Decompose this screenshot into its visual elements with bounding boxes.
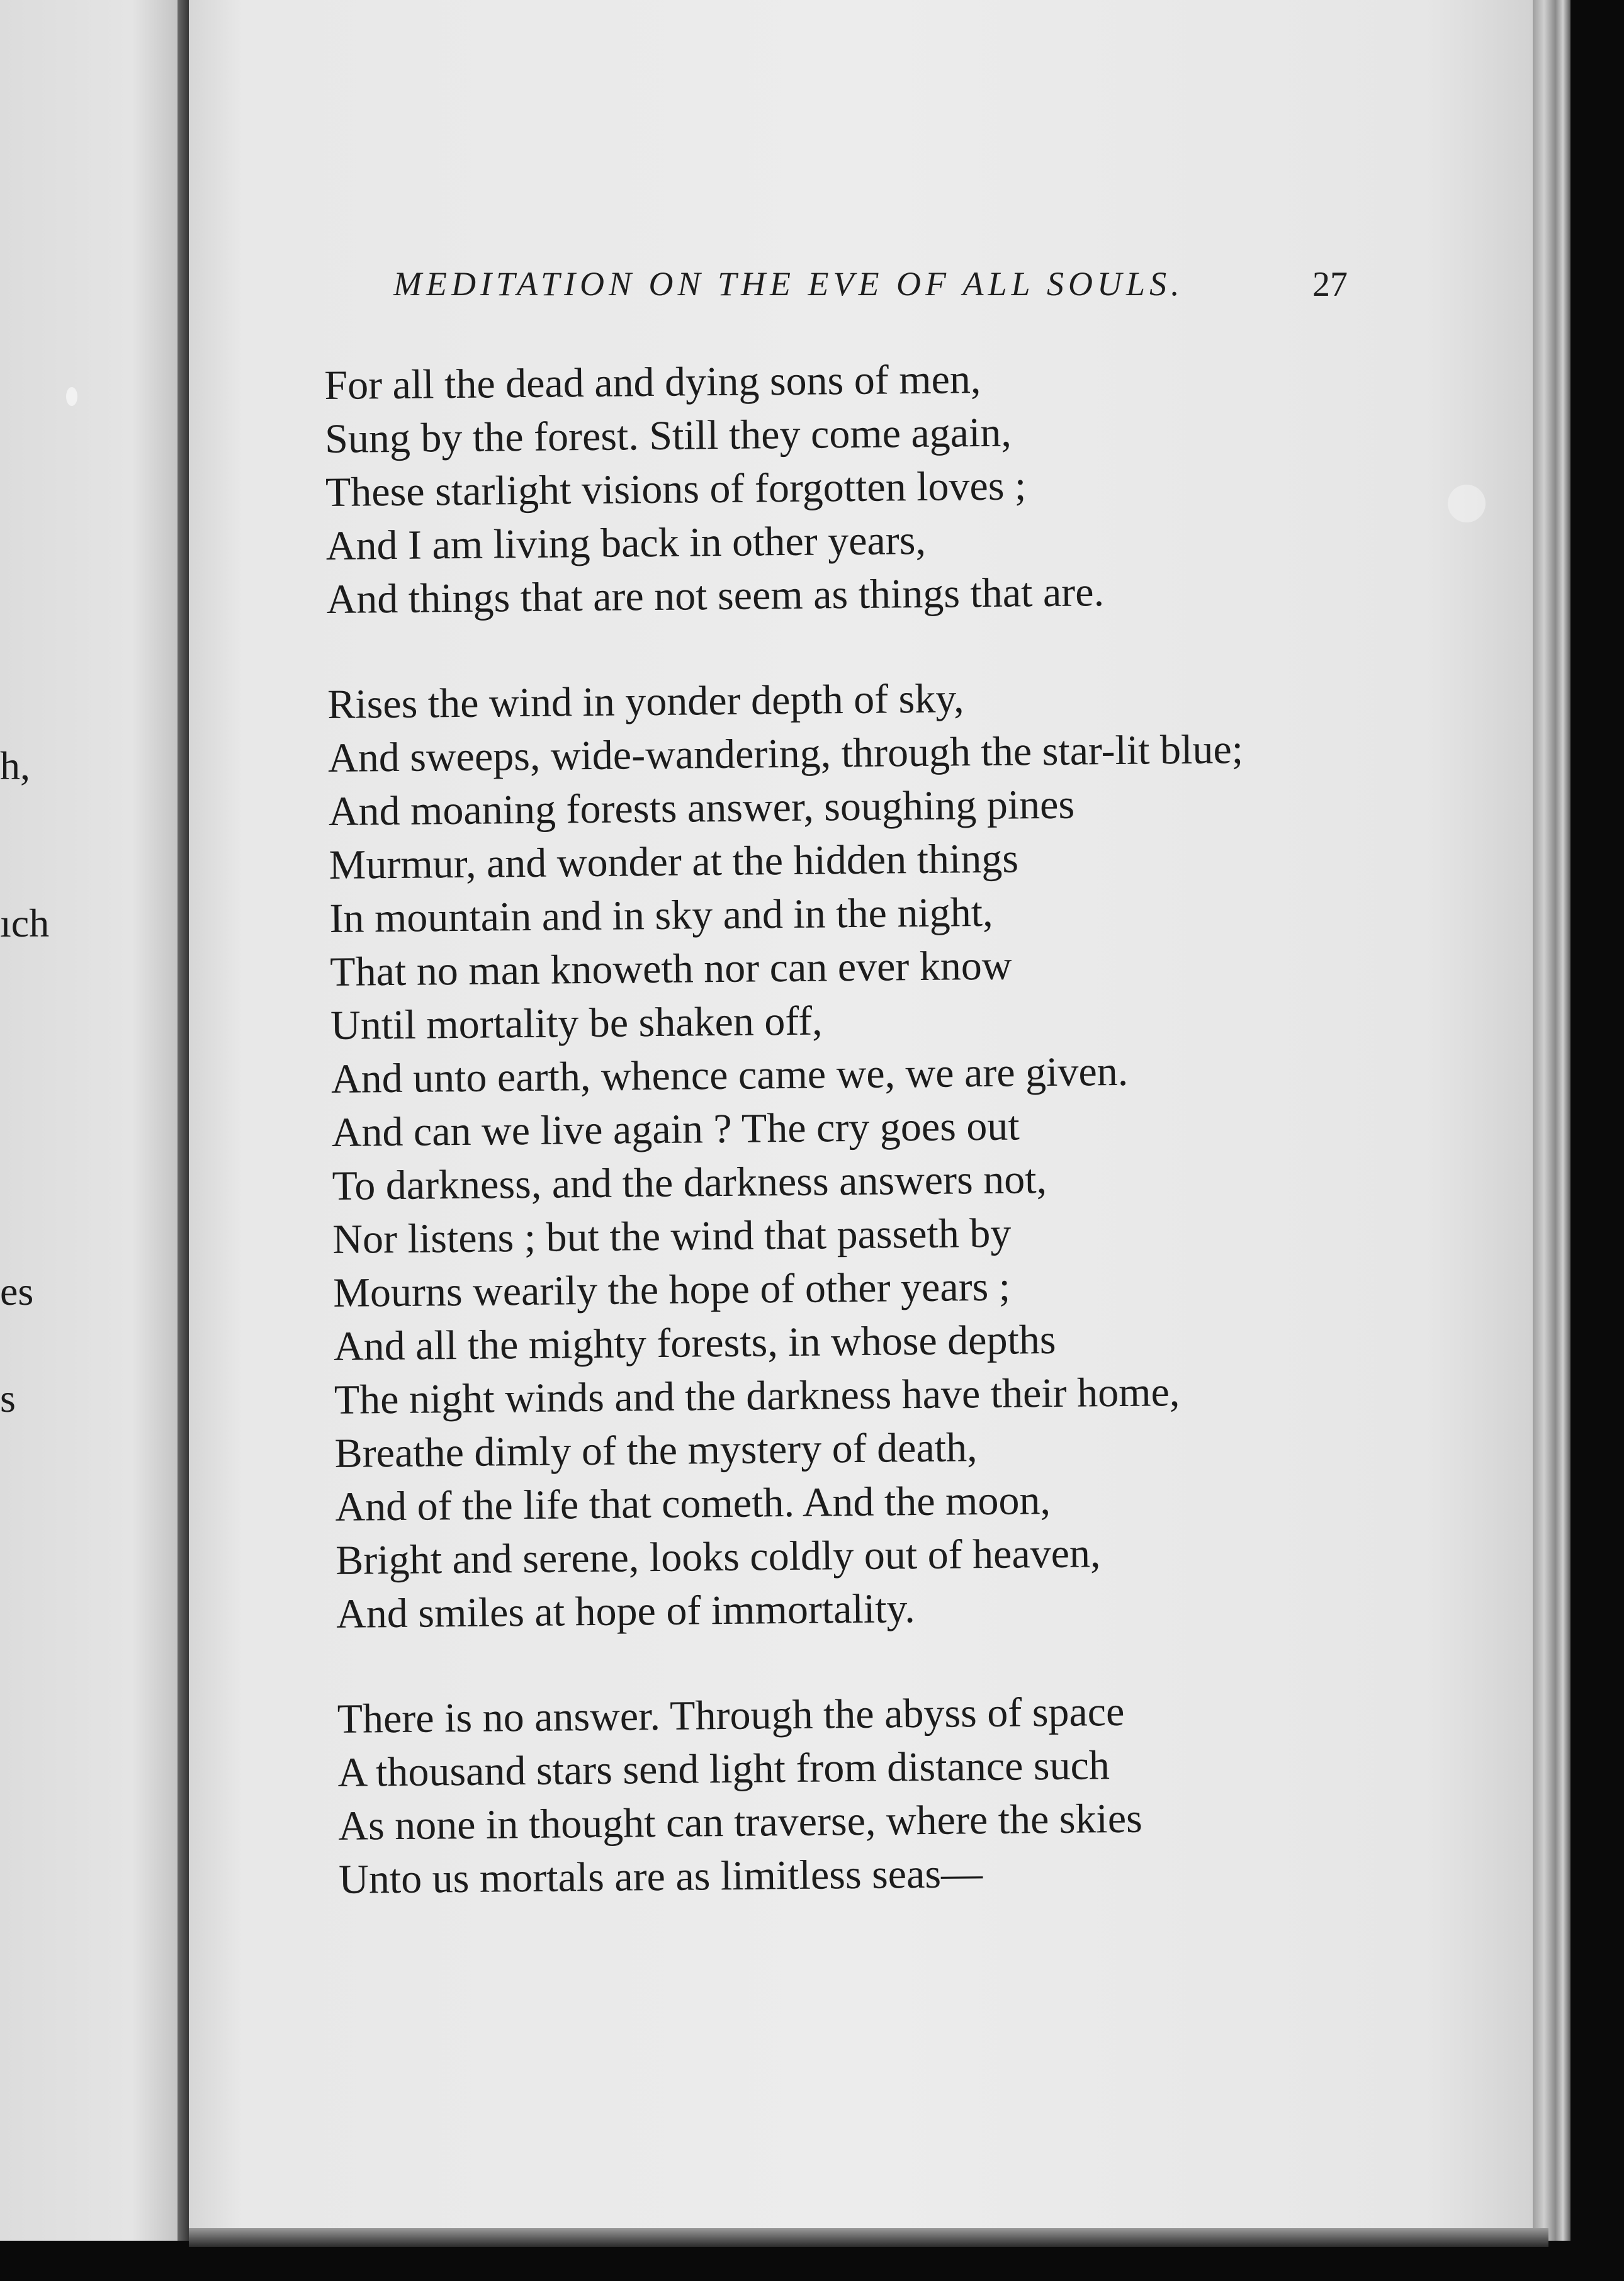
stanza	[327, 667, 1533, 1641]
running-head	[393, 264, 1356, 303]
poem-line: In mountain and in sky and in the night,	[329, 889, 993, 942]
stanza	[324, 347, 1523, 626]
poem-line: And moaning forests answer, soughing pines	[328, 781, 1075, 835]
poem-line: Sung by the forest. Still they come again,	[324, 409, 1012, 462]
poem-line: To darkness, and the darkness answers not,	[332, 1156, 1047, 1209]
stanza	[337, 1681, 1535, 1906]
previous-page-edge	[0, 0, 189, 2241]
poem-line: Unto us mortals are as limitless seas—	[338, 1850, 983, 1903]
poem-line: And smiles at hope of immortality.	[336, 1585, 916, 1637]
dust-speck	[66, 387, 77, 406]
poem-line: And can we live again ? The cry goes out	[331, 1103, 1020, 1156]
poem-line: The night winds and the darkness have their home,	[334, 1369, 1180, 1423]
poem-line: Bright and serene, looks coldly out of heaven,	[335, 1530, 1101, 1584]
previous-page-fragment: h,	[0, 743, 30, 788]
previous-page-fragment: s	[0, 1376, 16, 1421]
poem-line: And all the mighty forests, in whose depths	[333, 1316, 1056, 1370]
poem-line: For all the dead and dying sons of men,	[324, 356, 981, 408]
poem-line: A thousand stars send light from distance such	[337, 1742, 1110, 1796]
poem-line: These starlight visions of forgotten loves ;	[325, 463, 1027, 515]
poem-line: And sweeps, wide-wandering, through the star-lit blue;	[327, 726, 1244, 781]
poem-text	[324, 347, 1535, 1906]
previous-page-fragment: ıch	[0, 901, 50, 945]
poem-line: And of the life that cometh. And the moon,	[335, 1477, 1051, 1530]
scan-background	[1570, 0, 1624, 2281]
poem-line: There is no answer. Through the abyss of space	[337, 1688, 1125, 1742]
poem-line: And I am living back in other years,	[325, 517, 927, 569]
poem-line: As none in thought can traverse, where the skies	[338, 1795, 1143, 1849]
poem-line: And things that are not seem as things that are.	[326, 569, 1105, 622]
page-bottom-edge	[189, 2228, 1548, 2247]
poem-line: Rises the wind in yonder depth of sky,	[327, 675, 964, 728]
previous-page-fragment: es	[0, 1269, 34, 1314]
page-number: 27	[1312, 265, 1348, 304]
poem-line: Breathe dimly of the mystery of death,	[334, 1424, 978, 1477]
poem-line: Mourns wearily the hope of other years ;	[332, 1263, 1011, 1316]
poem-line: That no man knoweth nor can ever know	[330, 942, 1012, 995]
poem-line: And unto earth, whence came we, we are given.	[330, 1048, 1129, 1102]
poem-line: Nor listens ; but the wind that passeth by	[332, 1210, 1012, 1263]
poem-line: Until mortality be shaken off,	[330, 998, 823, 1049]
poem-line: Murmur, and wonder at the hidden things	[329, 835, 1019, 888]
running-head-title: MEDITATION ON THE EVE OF ALL SOULS.	[393, 265, 1184, 303]
page-stack-edge	[1533, 0, 1570, 2241]
